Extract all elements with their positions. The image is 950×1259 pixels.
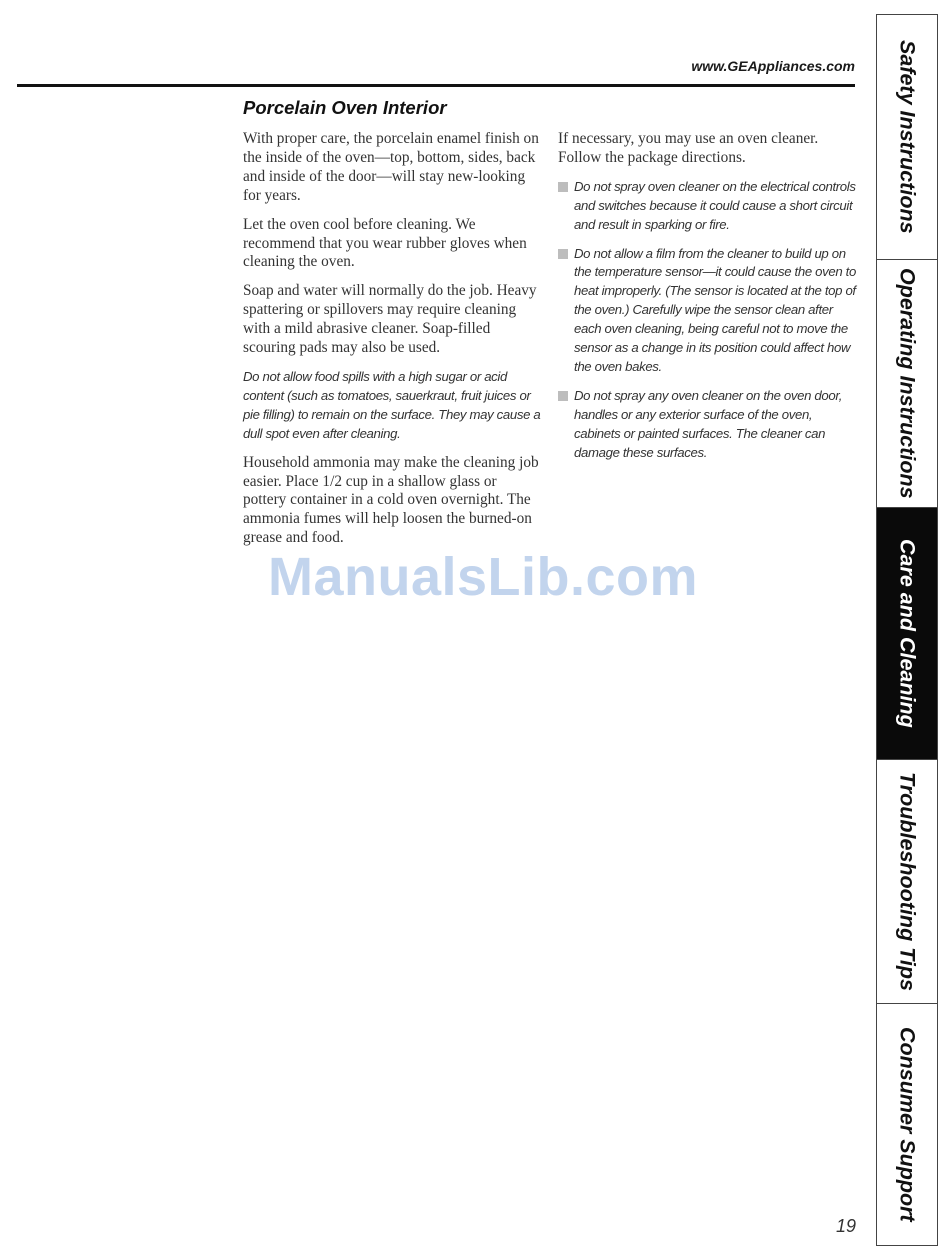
paragraph-cool-before-cleaning: Let the oven cool before cleaning. We recommend that you wear rubber gloves when cleaning the oven. [243, 215, 527, 271]
paragraph-household-ammonia: Household ammonia may make the cleaning job easier. Place 1/2 cup in a shallow glass or pottery container in a cold oven overnight. The ammonia fumes will help loosen the burned-on grease and food. [243, 453, 539, 547]
bullet-text: Do not spray any oven cleaner on the oven door, handles or any exterior surface of the oven, cabinets or painted surfaces. The cleaner can damage these surfaces. [574, 387, 843, 460]
tab-label: Consumer Support [895, 1027, 920, 1222]
site-url: www.GEAppliances.com [691, 58, 855, 74]
tab-consumer-support[interactable] [877, 1004, 937, 1245]
tab-care-and-cleaning[interactable] [877, 508, 937, 760]
header-rule [17, 84, 855, 87]
tab-operating-instructions[interactable] [877, 260, 937, 508]
bullet-square-icon [558, 182, 568, 192]
paragraph-soap-and-water: Soap and water will normally do the job. Heavy spattering or spillovers may require cleaning with a mild abrasive cleaner. Soap-filled scouring pads may also be used. [243, 282, 537, 357]
section-title: Porcelain Oven Interior [243, 97, 447, 118]
paragraph-oven-cleaner: If necessary, you may use an oven cleaner. Follow the package directions. [558, 130, 819, 166]
bullet-item [558, 245, 856, 377]
left-column [243, 130, 543, 558]
right-column [558, 130, 856, 473]
tab-label: Operating Instructions [895, 268, 920, 499]
tab-label: Care and Cleaning [895, 539, 920, 728]
tab-troubleshooting-tips[interactable] [877, 760, 937, 1004]
bullet-item [558, 387, 856, 463]
tab-safety-instructions[interactable] [877, 15, 937, 260]
bullet-square-icon [558, 249, 568, 259]
section-tabs [876, 14, 938, 1246]
paragraph-enamel-care: With proper care, the porcelain enamel finish on the inside of the oven—top, bottom, sides, back and inside of the door—will stay new-looking for years. [243, 130, 539, 204]
tab-label: Troubleshooting Tips [895, 772, 920, 991]
bullet-text: Do not allow a film from the cleaner to build up on the temperature sensor—it could cause the oven to heat improperly. (The sensor is located at the top of the oven.) Carefully wipe the sensor clean after each oven cleaning, being careful not to move the sensor as a change in its position could affect how the oven bakes. [574, 245, 856, 374]
tab-label: Safety Instructions [895, 40, 920, 234]
bullet-text: Do not spray oven cleaner on the electrical controls and switches because it could cause a short circuit and result in sparking or fire. [574, 178, 856, 232]
bullet-square-icon [558, 391, 568, 401]
note-food-spills: Do not allow food spills with a high sugar or acid content (such as tomatoes, sauerkraut, fruit juices or pie filling) to remain on the surface. They may cause a dull spot even after cleaning. [243, 368, 541, 441]
page-number: 19 [835, 1216, 856, 1236]
bullet-item [558, 178, 856, 235]
watermark: ManualsLib.com [268, 547, 699, 607]
